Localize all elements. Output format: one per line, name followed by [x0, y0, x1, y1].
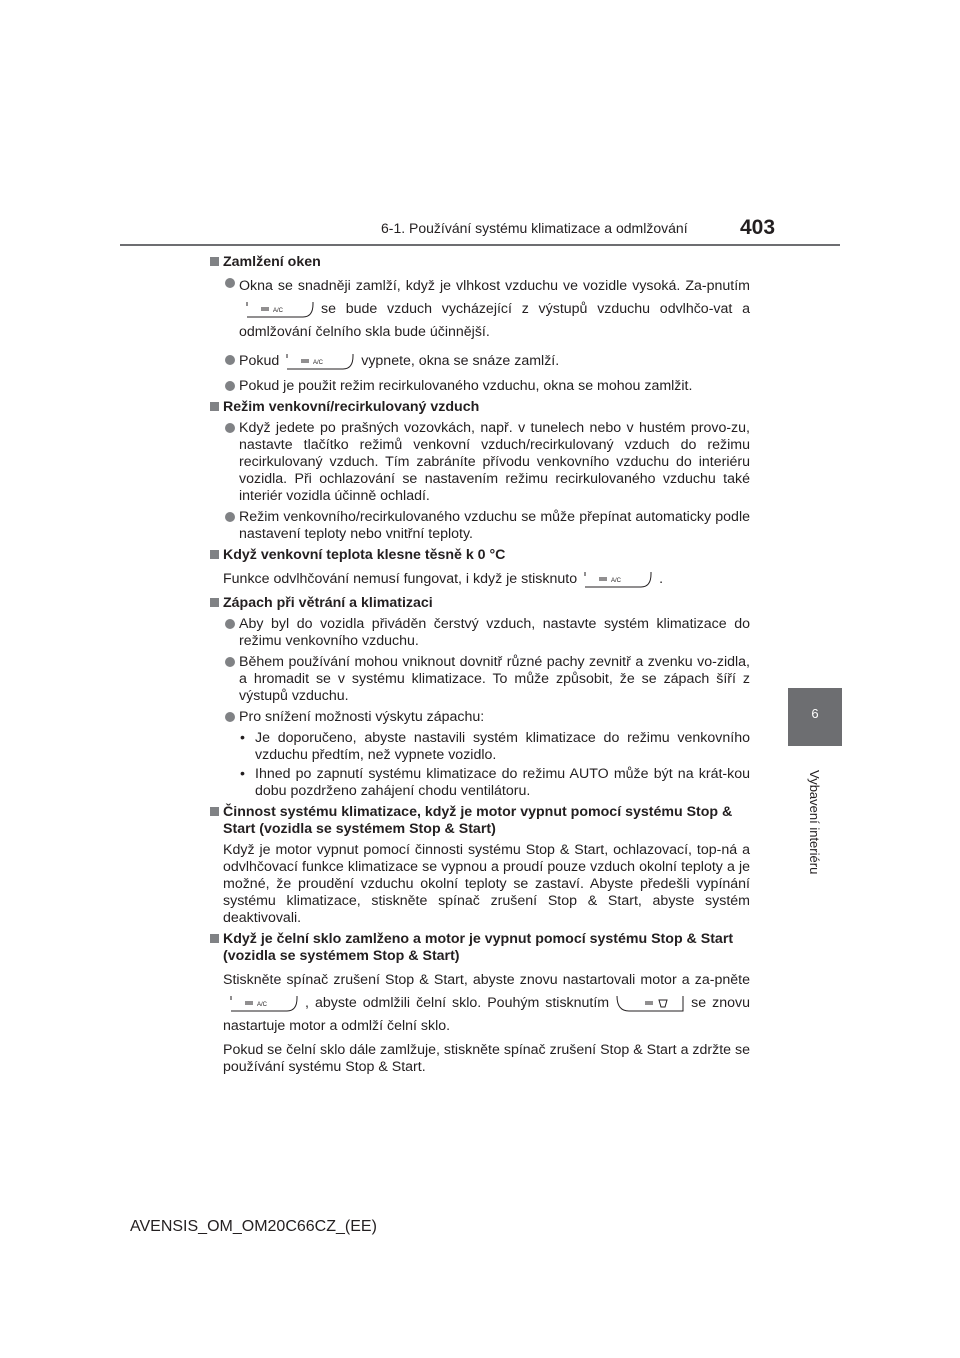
bullet-mode-2: Režim venkovního/recirkulovaného vzduchu se může přepínat automaticky podle nastavení teploty nebo vnitřní teploty. [210, 509, 750, 543]
bullet-fog-1: Okna se snadněji zamlží, když je vlhkost vzduchu ve vozidle vysoká. Za-pnutím A/C se bude vzduch vycházející z výstupů vzduchu odvlhčo-vat a odmlžování čelního skla bude účinnější. [210, 275, 750, 344]
chapter-title: Vybavení interiéru [807, 770, 822, 875]
temp-text: Funkce odvlhčování nemusí fungovat, i když je stisknuto A/C . [223, 571, 664, 587]
bullet-icon [225, 355, 235, 365]
document-code: AVENSIS_OM_OM20C66CZ_(EE) [130, 1218, 377, 1235]
bullet-icon [225, 512, 235, 522]
windshield-text-2: Pokud se čelní sklo dále zamlžuje, stiskněte spínač zrušení Stop & Start a zdržte se používání systému Stop & Start. [223, 1042, 750, 1075]
page-content [210, 254, 750, 1080]
ac-button-icon [583, 570, 653, 588]
ac-button-icon [245, 300, 315, 318]
bullet-fog-2: Pokud A/C vypnete, okna se snáze zamlží. [210, 352, 750, 370]
subbullet-odor-1: • Je doporučeno, abyste nastavili systém klimatizace do režimu venkovního vzduchu předtím, než vypnete vozidlo. [240, 730, 750, 763]
bullet-odor-1: Aby byl do vozidla přiváděn čerstvý vzduch, nastavte systém klimatizace do režimu venkovního vzduchu. [210, 616, 750, 650]
subbullet-odor-2: • Ihned po zapnutí systému klimatizace do režimu AUTO může být na krát-kou dobu pozdrženo zahájení chodu ventilátoru. [240, 766, 750, 799]
bullet-odor-2: Během používání mohou vniknout dovnitř různé pachy zevnitř a zvenku vo-zidla, a hromadit se v systému klimatizace. To může způsobit, že se zápach šíří z výstupů vzduchu. [210, 654, 750, 705]
chapter-label [804, 770, 824, 890]
windshield-text-1: Stiskněte spínač zrušení Stop & Start, abyste znovu nastartovali motor a za-pněte A/C , abyste odmlžili čelní sklo. Pouhým stisknutím se znovu nastartuje motor a odmlží čelní sklo. [223, 972, 750, 1034]
heading-mode: Režim venkovní/recirkulovaný vzduch [210, 399, 750, 416]
bullet-mode-1: Když jedete po prašných vozovkách, např. v tunelech nebo v hustém provo-zu, nastavte tlačítko režimů venkovní vzduch/recirkulovaný vzduch do režimu recirkulovaný vzduch. Tím zabráníte přívodu venkovního vzduchu do interiéru vozidla. Při ochlazování se nastavením režimu recirkulovaného vzduchu také interiér vozidla účinně ochladí. [210, 420, 750, 505]
stopstart-text: Když je motor vypnut pomocí činnosti systému Stop & Start, ochlazovací, top-ná a odvlhčovací funkce klimatizace se vypnou a proudí pouze vzduch okolní teploty a je možné, že proudění vzduchu okolní teploty se zastaví. Abyste předešli vypínání systému klimatizace, stiskněte spínač zrušení Stop & Start, abyste systém deaktivovali. [223, 842, 750, 926]
heading-windshield: Když je čelní sklo zamlženo a motor je vypnut pomocí systému Stop & Start (vozidla se systémem Stop & Start) [210, 931, 750, 965]
svg-text:A/C: A/C [257, 1002, 268, 1009]
bullet-icon [225, 381, 235, 391]
heading-odor: Zápach při větrání a klimatizaci [210, 595, 750, 612]
bullet-icon [225, 423, 235, 433]
chapter-number: 6 [811, 706, 819, 721]
svg-text:A/C: A/C [313, 360, 324, 366]
bullet-icon [225, 712, 235, 722]
front-defroster-icon [615, 994, 685, 1012]
heading-fog: Zamlžení oken [210, 254, 750, 271]
ac-button-icon [229, 994, 299, 1012]
heading-stopstart: Činnost systému klimatizace, když je motor vypnut pomocí systému Stop & Start (vozidla se systémem Stop & Start) [210, 804, 750, 838]
section-title: 6-1. Používání systému klimatizace a odmlžování [381, 220, 688, 236]
bullet-icon [225, 619, 235, 629]
bullet-odor-3: Pro snížení možnosti výskytu zápachu: [210, 709, 750, 726]
heading-temp: Když venkovní teplota klesne těsně k 0 °C [210, 547, 750, 564]
bullet-icon [225, 657, 235, 667]
ac-button-icon [285, 352, 355, 370]
svg-text:A/C: A/C [611, 578, 622, 585]
bullet-fog-3: Pokud je použit režim recirkulovaného vzduchu, okna se mohou zamlžit. [210, 378, 750, 395]
header-rule [120, 244, 840, 246]
page-number: 403 [740, 216, 776, 239]
svg-text:A/C: A/C [273, 308, 284, 315]
bullet-icon [225, 278, 235, 288]
chapter-tab [788, 688, 842, 746]
